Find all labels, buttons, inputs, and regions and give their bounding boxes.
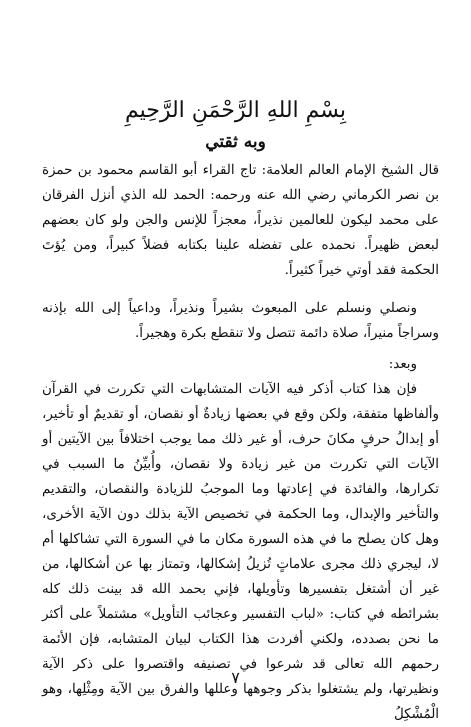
page-number: ٧ (231, 668, 240, 687)
salutation-paragraph: ونصلي ونسلم على المبعوث بشيراً ونذيراً، وداعياً إلى الله بإذنه وسراجاً منيراً، صلاة دائمة تتصل ولا تنقطع بكرة وهجيراً. (42, 301, 439, 341)
subtitle-heading: وبه ثقتي (205, 132, 266, 152)
basmala-heading: بِسْمِ اللهِ الرَّحْمَنِ الرَّحِيمِ (124, 98, 347, 123)
main-paragraph: فإن هذا كتاب أذكر فيه الآيات المتشابهات التي تكررت في القرآن وألفاظها متفقة، ولكن وقع في بعضها زيادةٌ أو نقصان، أو تقديمٌ أو تأخير، أو إبدالُ حرفٍ مكانَ حرف، أو غير ذلك مما يوجب اختلافاً بين الآيتين أو الآيات التي تكررت من غير زيادة ولا نقصان، وأُبيِّنُ ما السبب في تكرارها، والفائدة في إعادتها وما الموجبُ للزيادة والنقصان، والتقديم والتأخير والإبدال، وما الحكمة في تخصيص الآية بذلك دون الآية الأخرى، وهل كان يصلح ما في هذه السورة مكان ما في السورة التي تشاكلها أم لا، ليجري ذلك مجرى علاماتٍ تُزيلُ إشكالها، وتمتاز بها عن أشكالها، من غير أن أشتغل بتفسيرها وتأويلها، فإني بحمد الله قد بينت ذلك كله بشرائطه في كتاب: «لباب التفسير وعجائب التأويل» مشتملاً على أكثر ما نحن بصدده، ولكني أفردت هذا الكتاب لبيان المتشابه، فإن الأئمة رحمهم الله تعالى قد شرعوا في تصنيفه واقتصروا على ذكر الآية ونظيرتها، ولم يشتغلوا بذكر وجوهها وعللها والفرق بين الآية ومِثْلِها، وهو الْمُشْكِلُ (42, 382, 439, 722)
document-body (42, 158, 439, 727)
intro-paragraph: قال الشيخ الإمام العالم العلامة: تاج القراء أبو القاسم محمود بن حمزة بن نصر الكرماني رضي الله عنه ورحمه: الحمد لله الذي أنزل الفرقان على محمد ليكون للعالمين نذيراً، معجزاً للإنس والجن ولو كان بعضهم لبعض ظهيراً. نحمده على تفضله علينا بكتابه فضلاً كبيراً، ومن يُؤتَ الحكمة فقد أوتي خيراً كثيراً. (42, 163, 439, 278)
opening-phrase: وبعد: (388, 357, 417, 372)
